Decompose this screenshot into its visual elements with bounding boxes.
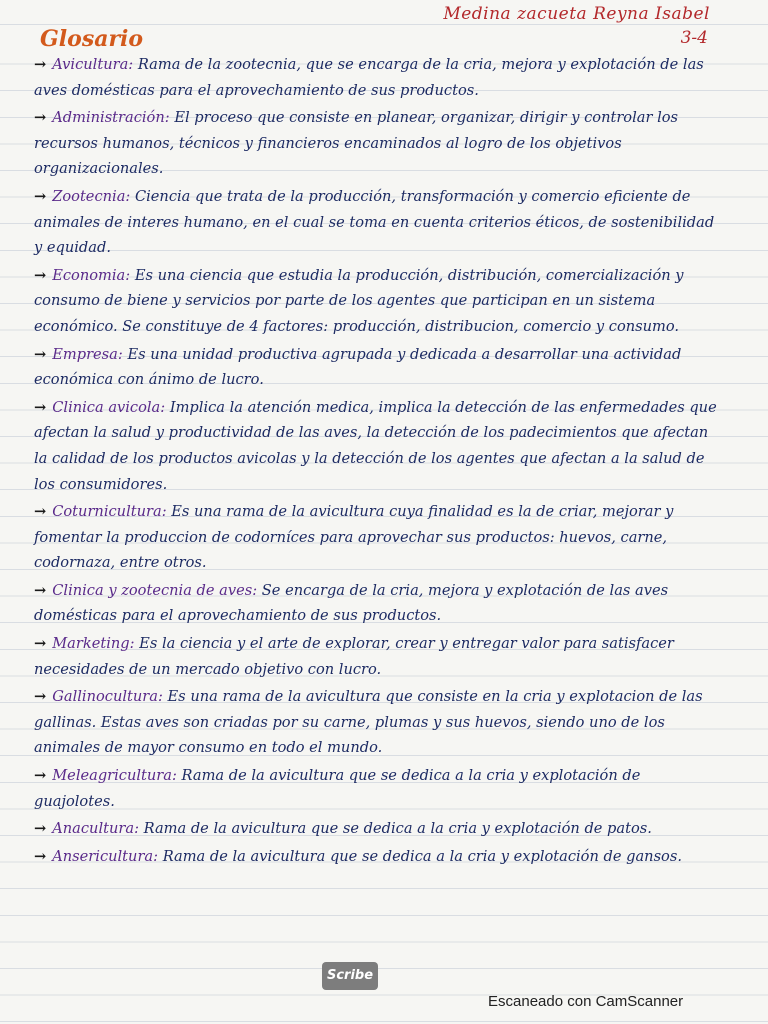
- glossary-entry-ansericultura: → Ansericultura: Rama de la avicultura que se dedica a la cria y explotación de gansos.: [34, 847, 682, 865]
- glossary-term: Clinica avicola: [52, 398, 161, 416]
- glossary-definition: Rama de la zootecnia, que se encarga de la cria, mejora y explotación de las aves domésticas para el aprovechamiento de sus productos.: [34, 56, 704, 99]
- glossary-entry-gallinocultura: → Gallinocultura: Es una rama de la avicultura que consiste en la cria y explotacion de las gallinas. Estas aves son criadas por su carne, plumas y sus huevos, siendo uno de los animales de mayor consumo en todo el mundo.: [34, 688, 703, 757]
- glossary-term: Gallinocultura: [52, 688, 158, 706]
- arrow-icon: →: [34, 398, 47, 416]
- glossary-entry-zootecnia: → Zootecnia: Ciencia que trata de la producción, transformación y comercio eficiente de animales de interes humano, en el cual se toma en cuenta criterios éticos, de sostenibilidad y equidad.: [34, 187, 715, 257]
- student-group: 3-4: [680, 28, 708, 48]
- glossary-entry-coturnicultura: → Coturnicultura: Es una rama de la avicultura cuya finalidad es la de criar, mejorar y fomentar la produccion de codorníces para aprovechar sus productos: huevos, carne, codornaza, entre otros.: [34, 503, 674, 572]
- glossary-entry-marketing: → Marketing: Es la ciencia y el arte de explorar, crear y entregar valor para satisfacer necesidades de un mercado objetivo con lucro.: [34, 635, 674, 678]
- glossary-entry-clinica-avicola: → Clinica avicola: Implica la atención medica, implica la detección de las enfermedades que afectan la salud y productividad de las aves, la detección de los padecimientos que afectan la calidad de los productos avicolas y la detección de los agentes que afectan a la salud de los consumidores.: [34, 398, 717, 493]
- student-name: Medina zacueta Reyna Isabel: [443, 4, 710, 24]
- glossary-entry-meleagricultura: → Meleagricultura: Rama de la avicultura que se dedica a la cria y explotación de guajolotes.: [34, 767, 641, 810]
- glossary-term: Coturnicultura: [52, 503, 162, 521]
- scribe-logo: Scribe: [322, 962, 378, 990]
- glossary-term: Meleagricultura: [52, 767, 172, 785]
- glossary-definition: Rama de la avicultura que se dedica a la cria y explotación de patos.: [143, 820, 652, 838]
- glossary-definition: Es la ciencia y el arte de explorar, crear y entregar valor para satisfacer necesidades de un mercado objetivo con lucro.: [34, 635, 674, 678]
- arrow-icon: →: [34, 847, 47, 865]
- glossary-term: Zootecnia: [52, 187, 126, 205]
- glossary-definition: Es una ciencia que estudia la producción, distribución, comercialización y consumo de biene y servicios por parte de los agentes que participan en un sistema económico. Se constituye de 4 factores: producción, distribucion, comercio y consumo.: [34, 266, 684, 335]
- arrow-icon: →: [34, 767, 47, 785]
- glossary-term: Anacultura: [52, 820, 135, 838]
- arrow-icon: →: [34, 503, 47, 521]
- camscanner-watermark: Escaneado con CamScanner: [488, 993, 684, 1010]
- glossary-term: Administración: [52, 109, 165, 127]
- glossary-term: Marketing: [52, 635, 130, 653]
- arrow-icon: →: [34, 688, 47, 706]
- glossary-definition: Es una rama de la avicultura cuya finalidad es la de criar, mejorar y fomentar la produccion de codorníces para aprovechar sus productos: huevos, carne, codornaza, entre otros.: [34, 503, 674, 572]
- glossary-entry-empresa: → Empresa: Es una unidad productiva agrupada y dedicada a desarrollar una actividad económica con ánimo de lucro.: [34, 345, 682, 389]
- glossary-definition: Rama de la avicultura que se dedica a la cria y explotación de gansos.: [162, 847, 682, 865]
- arrow-icon: →: [34, 109, 47, 127]
- glossary-entry-avicultura: → Avicultura: Rama de la zootecnia, que se encarga de la cria, mejora y explotación de las aves domésticas para el aprovechamiento de sus productos.: [34, 56, 704, 99]
- glossary-definition: Rama de la avicultura que se dedica a la cria y explotación de guajolotes.: [34, 767, 641, 810]
- glossary-definition: Ciencia que trata de la producción, transformación y comercio eficiente de animales de interes humano, en el cual se toma en cuenta criterios éticos, de sostenibilidad y equidad.: [34, 187, 715, 257]
- glossary-entry-anacultura: → Anacultura: Rama de la avicultura que se dedica a la cria y explotación de patos.: [34, 820, 652, 838]
- glossary-entry-clinica-zootecnia-aves: → Clinica y zootecnia de aves: Se encarga de la cria, mejora y explotación de las aves domésticas para el aprovechamiento de sus productos.: [34, 581, 669, 625]
- arrow-icon: →: [34, 56, 47, 73]
- page-title: Glosario: [40, 26, 144, 52]
- arrow-icon: →: [34, 345, 47, 363]
- arrow-icon: →: [34, 266, 47, 284]
- glossary-definition: Se encarga de la cria, mejora y explotación de las aves domésticas para el aprovechamiento de sus productos.: [34, 581, 669, 625]
- glossary-term: Empresa: [52, 345, 118, 363]
- glossary-term: Avicultura: [52, 56, 129, 73]
- arrow-icon: →: [34, 820, 47, 838]
- glossary-term: Ansericultura: [52, 847, 154, 865]
- glossary-entry-economia: → Economia: Es una ciencia que estudia la producción, distribución, comercialización y consumo de biene y servicios por parte de los agentes que participan en un sistema económico. Se constituye de 4 factores: producción, distribucion, comercio y consumo.: [34, 266, 684, 335]
- glossary-term: Clinica y zootecnia de aves: [52, 581, 253, 599]
- glossary-entry-administracion: → Administración: El proceso que consiste en planear, organizar, dirigir y controlar los recursos humanos, técnicos y financieros encaminados al logro de los objetivos organizacionales.: [34, 109, 679, 178]
- arrow-icon: →: [34, 635, 47, 653]
- glossary-definition: El proceso que consiste en planear, organizar, dirigir y controlar los recursos humanos, técnicos y financieros encaminados al logro de los objetivos organizacionales.: [34, 109, 679, 178]
- glossary-definition: Es una rama de la avicultura que consiste en la cria y explotacion de las gallinas. Estas aves son criadas por su carne, plumas y sus huevos, siendo uno de los animales de mayor consumo en todo el mundo.: [34, 688, 703, 757]
- glossary-definition: Implica la atención medica, implica la detección de las enfermedades que afectan la salud y productividad de las aves, la detección de los padecimientos que afectan la calidad de los productos avicolas y la detección de los agentes que afectan a la salud de los consumidores.: [34, 398, 717, 493]
- glossary-definition: Es una unidad productiva agrupada y dedicada a desarrollar una actividad económica con ánimo de lucro.: [34, 345, 682, 389]
- glossary-term: Economia: [52, 266, 126, 284]
- glossary-list: [34, 52, 724, 871]
- arrow-icon: →: [34, 581, 47, 599]
- arrow-icon: →: [34, 187, 47, 205]
